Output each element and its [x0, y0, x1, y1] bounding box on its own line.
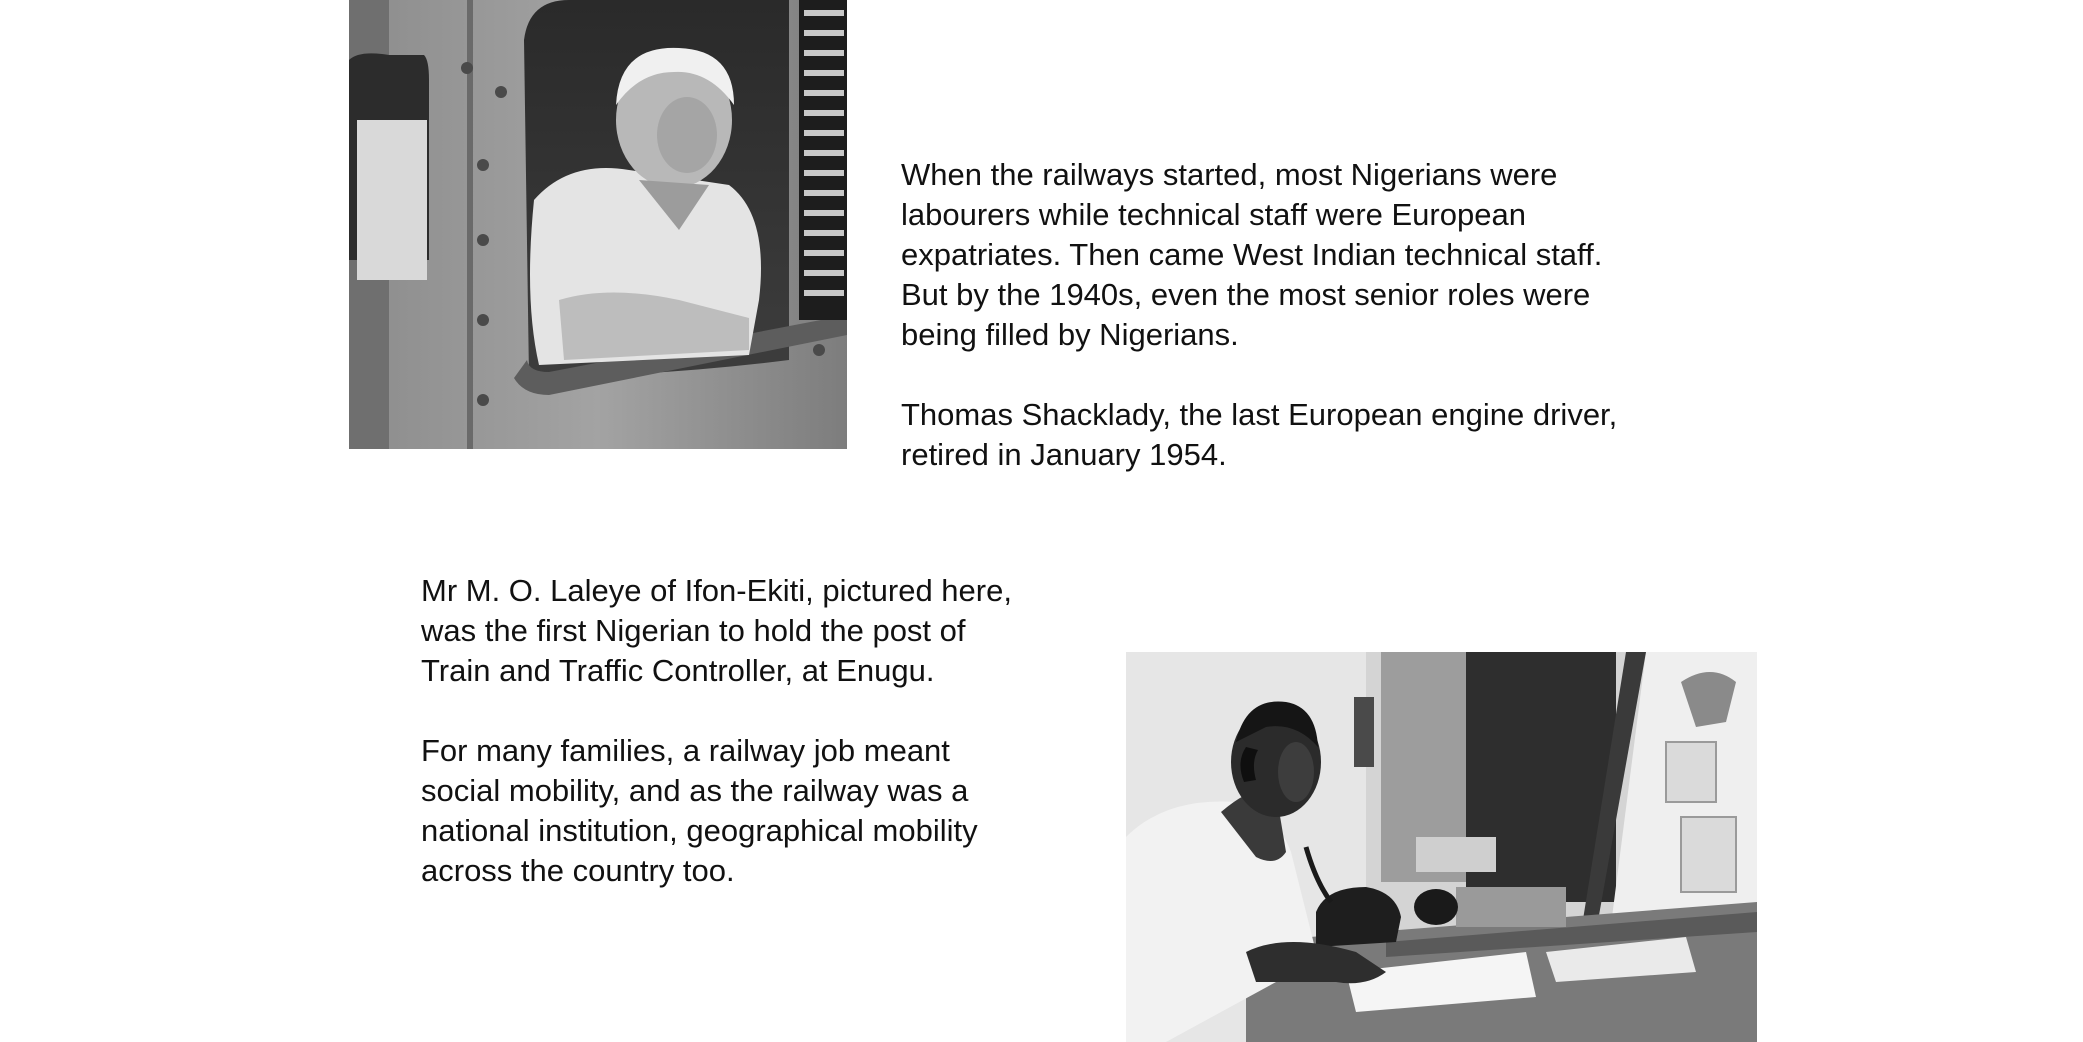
traffic-controller-illustration	[1126, 652, 1757, 1042]
mobility-paragraph: For many families, a railway job meant social mobility, and as the railway was a national institution, geographical mobility across the country too.	[421, 733, 978, 888]
intro-paragraph: When the railways started, most Nigerians were labourers while technical staff were European expatriates. Then came West Indian technical staff. But by the 1940s, even the most senior roles were being filled by Nigerians.	[901, 157, 1603, 352]
traffic-controller-photo	[1126, 652, 1757, 1042]
engine-driver-photo	[349, 0, 847, 449]
engine-driver-illustration	[349, 0, 847, 449]
laleye-text-block	[421, 571, 1101, 891]
intro-text-block	[901, 155, 1721, 475]
shacklady-paragraph: Thomas Shacklady, the last European engine driver, retired in January 1954.	[901, 397, 1618, 472]
laleye-paragraph: Mr M. O. Laleye of Ifon-Ekiti, pictured here, was the first Nigerian to hold the post of Train and Traffic Controller, at Enugu.	[421, 573, 1012, 688]
